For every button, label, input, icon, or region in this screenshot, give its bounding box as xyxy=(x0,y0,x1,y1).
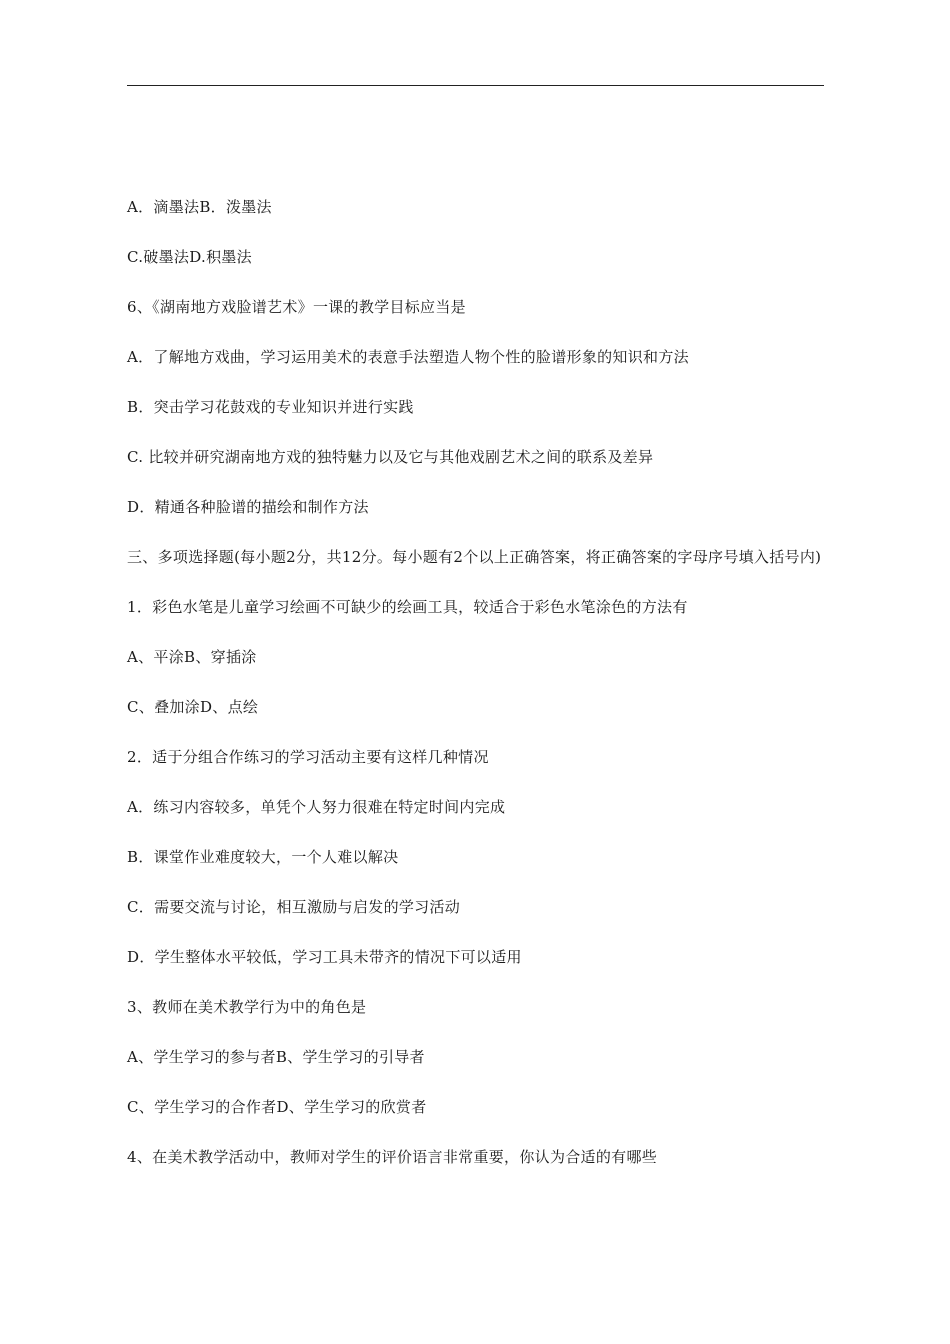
option-line: D．学生整体水平较低，学习工具未带齐的情况下可以适用 xyxy=(127,948,522,966)
option-line: A．滴墨法B．泼墨法 xyxy=(127,198,272,216)
option-line: A、平涂B、穿插涂 xyxy=(127,648,257,666)
document-body xyxy=(127,194,824,1194)
option-line: C、学生学习的合作者D、学生学习的欣赏者 xyxy=(127,1098,427,1116)
question-6: 6、《湖南地方戏脸谱艺术》一课的教学目标应当是 xyxy=(127,298,466,316)
option-line: A．练习内容较多，单凭个人努力很难在特定时间内完成 xyxy=(127,798,506,816)
option-line: D．精通各种脸谱的描绘和制作方法 xyxy=(127,498,369,516)
option-line: A、学生学习的参与者B、学生学习的引导者 xyxy=(127,1048,425,1066)
header-rule xyxy=(127,85,824,86)
question-1: 1．彩色水笔是儿童学习绘画不可缺少的绘画工具，较适合于彩色水笔涂色的方法有 xyxy=(127,598,688,616)
option-line: B．突击学习花鼓戏的专业知识并进行实践 xyxy=(127,398,414,416)
option-line: B．课堂作业难度较大，一个人难以解决 xyxy=(127,848,399,866)
option-line: C. 比较并研究湖南地方戏的独特魅力以及它与其他戏剧艺术之间的联系及差异 xyxy=(127,448,654,466)
question-3: 3、教师在美术教学行为中的角色是 xyxy=(127,998,367,1016)
option-line: A．了解地方戏曲，学习运用美术的表意手法塑造人物个性的脸谱形象的知识和方法 xyxy=(127,348,689,366)
section-heading: 三、多项选择题(每小题2分，共12分。每小题有2个以上正确答案，将正确答案的字母序号填入括号内) xyxy=(127,548,822,566)
question-2: 2．适于分组合作练习的学习活动主要有这样几种情况 xyxy=(127,748,489,766)
option-line: C.破墨法D.积墨法 xyxy=(127,248,252,266)
option-line: C、叠加涂D、点绘 xyxy=(127,698,259,716)
option-line: C．需要交流与讨论，相互激励与启发的学习活动 xyxy=(127,898,461,916)
question-4: 4、在美术教学活动中，教师对学生的评价语言非常重要，你认为合适的有哪些 xyxy=(127,1148,658,1166)
